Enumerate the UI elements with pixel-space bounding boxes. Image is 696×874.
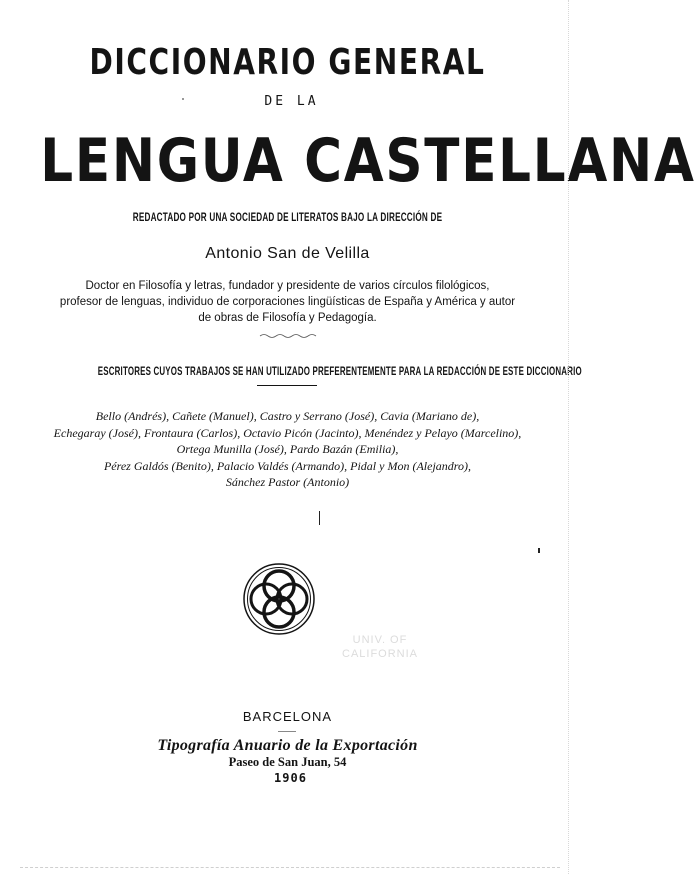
writers-line: Pérez Galdós (Benito), Palacio Valdés (Armando), Pidal y Mon (Alejandro), [103,458,472,473]
escritores-heading: ESCRITORES CUYOS TRABAJOS SE HAN UTILIZADO PREFERENTEMENTE PARA LA REDACCIÓN DE ESTE DICCIONARIO [97,364,582,378]
ink-speck [319,511,320,525]
section-rule [257,385,317,386]
imprint-address: Paseo de San Juan, 54 [228,755,347,769]
stamp-line: CALIFORNIA [342,648,419,660]
page-edge-line [568,0,570,874]
imprint-rule [278,731,296,732]
redactado-line: REDACTADO POR UNA SOCIEDAD DE LITERATOS BAJO LA DIRECCIÓN DE [132,210,443,224]
title-line-1: DICCIONARIO GENERAL [89,42,486,83]
writers-line: Sánchez Pastor (Antonio) [225,475,350,489]
stamp-line: UNIV. OF [352,634,408,646]
writers-list [0,408,575,491]
credentials-line: Doctor en Filosofía y letras, fundador y presidente de varios círculos filológicos, [85,280,490,292]
writers-line: Echegaray (José), Frontaura (Carlos), Octavio Picón (Jacinto), Menéndez y Pelayo (Marcelino), [53,425,522,440]
interlocking-rings-emblem-icon [241,561,317,637]
writers-line: Bello (Andrés), Cañete (Manuel), Castro y Serrano (José), Cavia (Mariano de), [95,409,480,423]
author-credentials [0,278,575,326]
ink-speck [538,548,540,553]
credentials-line: profesor de lenguas, individuo de corporaciones lingüísticas de España y América y autor [59,296,516,308]
flourish-divider-icon [0,333,575,339]
imprint-printer: Tipografía Anuario de la Exportación [157,737,418,754]
title-line-3: LENGUA CASTELLANA [40,126,696,196]
author-name: Antonio San de Velilla [205,245,370,262]
imprint-city: BARCELONA [242,709,333,724]
page-edge-line [20,867,560,868]
ink-speck [182,98,184,100]
writers-line: Ortega Munilla (José), Pardo Bazán (Emilia), [176,442,399,456]
library-stamp [342,633,418,661]
credentials-line: de obras de Filosofía y Pedagogía. [198,312,377,324]
title-line-2: DE LA [264,94,319,109]
imprint-year: 1906 [274,771,307,785]
